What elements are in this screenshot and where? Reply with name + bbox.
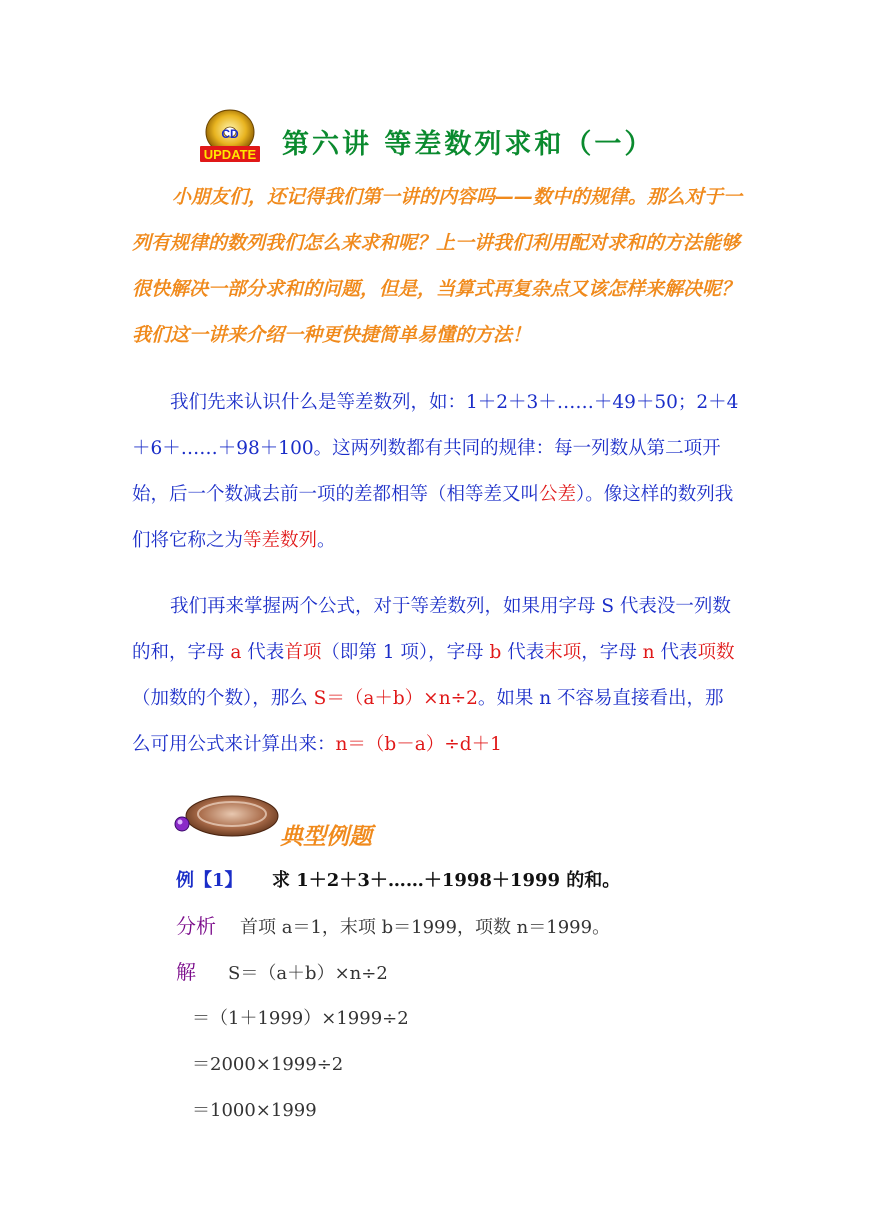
para2-text-a: 我们再来掌握两个公式，对于等差数列，如果用字母 S 代表没一列数的和，字母 <box>132 596 731 663</box>
para2-text-e: （即第 1 项），字母 <box>321 642 490 663</box>
para2-text-k: 代表 <box>654 642 698 663</box>
solution-line-2: ＝（1＋1999）×1999÷2 <box>192 1008 409 1029</box>
para2-text-i: ，字母 <box>581 642 643 663</box>
var-b: b <box>489 642 502 663</box>
analysis-label: 分析 <box>176 914 216 938</box>
solution-line-3: ＝2000×1999÷2 <box>192 1054 344 1075</box>
definition-paragraph <box>132 380 742 564</box>
analysis-text: 首项 a＝1，末项 b＝1999，项数 n＝1999。 <box>240 917 611 938</box>
para2-text-m: （加数的个数），那么 <box>132 688 314 709</box>
logo-text-cd: CD <box>221 127 239 141</box>
formula-paragraph <box>132 584 742 768</box>
term-arithmetic-sequence: 等差数列 <box>243 530 318 551</box>
term-last-term: 末项 <box>544 642 582 663</box>
var-n: n <box>642 642 655 663</box>
term-first-term: 首项 <box>284 642 322 663</box>
solution-line-4: ＝1000×1999 <box>192 1100 317 1121</box>
para2-text-g: 代表 <box>501 642 545 663</box>
example-1-label: 例【1】 <box>176 870 243 891</box>
para2-text-c: 代表 <box>241 642 285 663</box>
dish-icon <box>170 792 280 842</box>
page-title: 第六讲 等差数列求和（一） <box>282 129 655 160</box>
count-formula: n＝（b－a）÷d＋1 <box>335 734 502 755</box>
para1-text-a: 我们先来认识什么是等差数列，如：1＋2＋3＋……＋49＋50；2＋4＋6＋……＋98＋100。这两列数都有共同的规律：每一列数从第二项开始，后一个数减去前一项的差都相等（相等差又叫 <box>132 392 739 505</box>
sum-formula: S＝（a＋b）×n÷2 <box>313 688 478 709</box>
para1-text-e: 。 <box>317 530 336 551</box>
title-row <box>196 104 716 164</box>
term-common-difference: 公差 <box>539 484 577 505</box>
intro-text: 小朋友们，还记得我们第一讲的内容吗——数中的规律。那么对于一列有规律的数列我们怎么来求和呢？上一讲我们利用配对求和的方法能够很快解决一部分求和的问题，但是，当算式再复杂点又该怎样来解决呢？我们这一讲来介绍一种更快捷简单易懂的方法！ <box>132 186 743 346</box>
term-number-of-terms: 项数 <box>697 642 735 663</box>
examples-heading: 典型例题 <box>280 824 372 850</box>
solution-label: 解 <box>176 960 196 984</box>
para2-text-o: 。如果 n 不容易直接看出，那么可用公式来计算出来： <box>132 688 724 755</box>
logo-text-update: UPDATE <box>203 147 257 162</box>
example-1-question: 求 1＋2＋3＋……＋1998＋1999 的和。 <box>272 870 621 891</box>
cd-update-logo <box>196 108 260 164</box>
solution-line-1: S＝（a＋b）×n÷2 <box>228 963 388 984</box>
var-a: a <box>230 642 242 663</box>
para1-text-c: ）。像这样的数列我们将它称之为 <box>132 484 734 551</box>
intro-paragraph <box>132 174 742 358</box>
